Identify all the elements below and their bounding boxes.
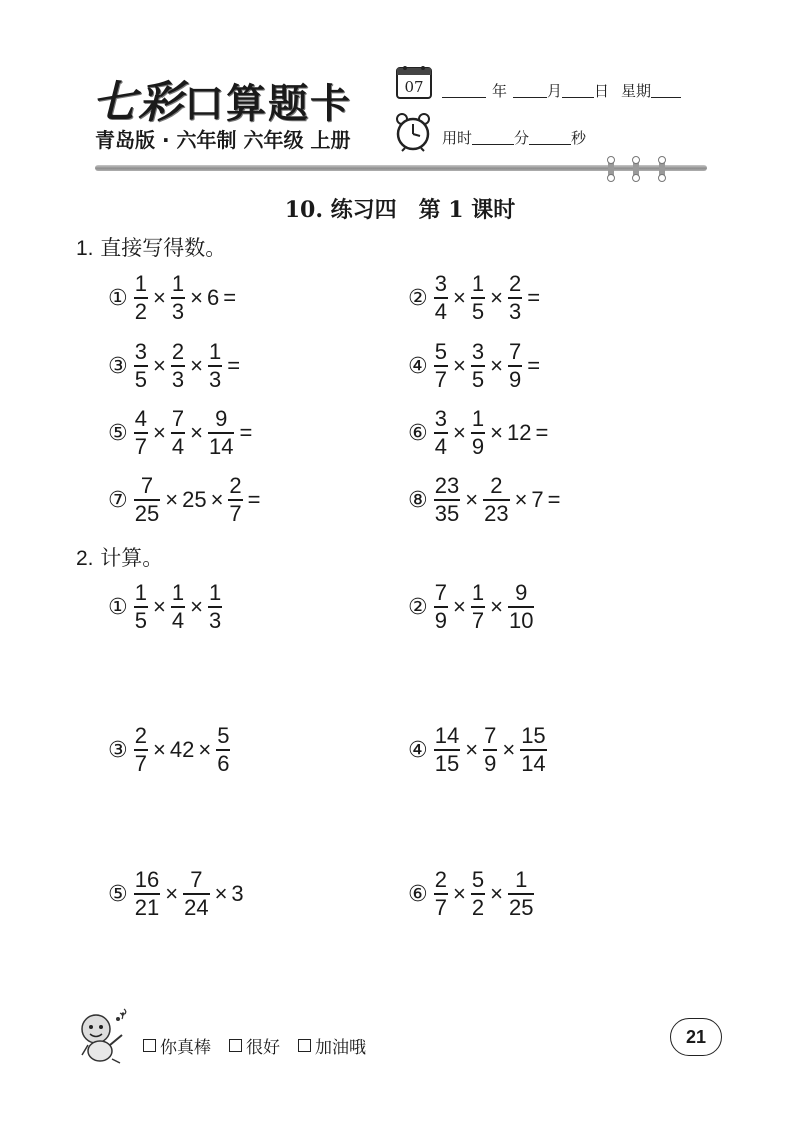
fraction-denominator: 14	[208, 433, 234, 459]
divider-peg	[659, 158, 665, 180]
fraction-denominator: 25	[134, 500, 160, 526]
fraction-numerator: 1	[171, 580, 185, 606]
fraction-denominator: 7	[229, 500, 242, 526]
fraction-numerator: 2	[134, 723, 147, 749]
operator: ×	[190, 420, 203, 445]
operator: ×	[490, 420, 503, 445]
fraction-denominator: 7	[134, 433, 147, 459]
fraction-numerator: 7	[484, 723, 497, 749]
fraction	[208, 341, 222, 391]
self-rating-group	[143, 1033, 366, 1058]
fraction-numerator: 1	[208, 339, 222, 365]
item-marker: ①	[108, 285, 128, 311]
operator: ×	[490, 594, 503, 619]
fraction-numerator: 3	[434, 406, 447, 432]
rating-option-good[interactable]	[229, 1033, 280, 1058]
fraction-denominator: 3	[508, 298, 522, 324]
section1-item-7	[108, 470, 264, 530]
checkbox[interactable]	[143, 1039, 156, 1052]
fraction	[434, 273, 448, 323]
item-marker: ③	[108, 737, 128, 763]
section1-number: 1.	[76, 237, 94, 260]
operator: ×	[190, 594, 203, 619]
minutes-blank[interactable]	[472, 130, 514, 145]
month-label: 月	[547, 82, 563, 100]
integer: 3	[231, 881, 244, 906]
fraction	[508, 582, 534, 632]
operator: ×	[452, 881, 466, 906]
fraction	[508, 869, 534, 919]
item-marker: ⑤	[108, 881, 128, 907]
item-marker: ③	[108, 353, 128, 379]
fraction	[434, 582, 448, 632]
item-marker: ②	[408, 285, 428, 311]
item-marker: ④	[408, 353, 428, 379]
section2-item-6	[408, 864, 536, 924]
operator: =	[247, 487, 261, 512]
clock-icon	[393, 112, 433, 152]
fraction-numerator: 15	[521, 723, 546, 749]
rating-label: 加油哦	[315, 1038, 366, 1058]
header-divider	[95, 165, 707, 171]
fraction-numerator: 5	[217, 723, 230, 749]
fraction	[134, 475, 160, 525]
fraction	[483, 475, 509, 525]
fraction-denominator: 3	[171, 298, 185, 324]
fraction-denominator: 3	[171, 366, 185, 392]
integer: 25	[182, 487, 207, 512]
fraction	[228, 475, 242, 525]
fraction-denominator: 9	[471, 433, 485, 459]
fraction	[434, 341, 448, 391]
fraction-denominator: 9	[508, 366, 522, 392]
fraction-denominator: 4	[171, 607, 185, 633]
operator: ×	[490, 881, 503, 906]
operator: =	[223, 285, 237, 310]
section2-item-1	[108, 577, 224, 637]
fraction	[471, 582, 485, 632]
item-marker: ⑦	[108, 487, 128, 513]
fraction-numerator: 1	[208, 580, 222, 606]
fraction-numerator: 7	[434, 580, 447, 606]
section2-item-5	[108, 864, 245, 924]
section1-item-6	[408, 403, 551, 463]
edition-label: 青岛版 · 六年制 六年级 上册	[95, 128, 351, 152]
divider-peg	[633, 158, 639, 180]
fraction-denominator: 10	[508, 607, 534, 633]
integer: 42	[169, 737, 195, 762]
fraction-denominator: 4	[171, 433, 185, 459]
fraction	[171, 582, 185, 632]
fraction-denominator: 7	[434, 894, 447, 920]
integer: 12	[506, 420, 532, 445]
fraction-numerator: 9	[515, 580, 528, 606]
fraction	[471, 408, 485, 458]
fraction-numerator: 7	[190, 867, 203, 893]
section2-item-3	[108, 720, 232, 780]
fraction-numerator: 9	[215, 406, 228, 432]
operator: =	[527, 353, 541, 378]
fraction-denominator: 21	[134, 894, 160, 920]
fraction	[508, 341, 522, 391]
brand-title-part1: 七彩	[92, 77, 184, 128]
minutes-label: 分	[514, 129, 530, 147]
fraction	[171, 408, 185, 458]
seconds-blank[interactable]	[529, 130, 571, 145]
fraction-numerator: 14	[434, 723, 460, 749]
fraction	[134, 273, 148, 323]
fraction-denominator: 2	[134, 298, 147, 324]
fraction	[134, 341, 148, 391]
fraction	[183, 869, 209, 919]
fraction-numerator: 2	[508, 271, 522, 297]
fraction-numerator: 23	[434, 473, 460, 499]
fraction	[471, 341, 485, 391]
fraction-denominator: 6	[217, 750, 230, 776]
fraction-denominator: 7	[134, 750, 147, 776]
section1-item-8	[408, 470, 564, 530]
section1-item-4	[408, 336, 543, 396]
fraction	[434, 869, 448, 919]
fraction-numerator: 5	[471, 867, 485, 893]
fraction-numerator: 3	[434, 271, 447, 297]
fraction	[134, 869, 160, 919]
fraction-denominator: 9	[484, 750, 497, 776]
rating-option-keep-going[interactable]	[298, 1033, 366, 1058]
fraction-numerator: 16	[134, 867, 160, 893]
operator: ×	[452, 285, 466, 310]
operator: ×	[152, 285, 166, 310]
operator: ×	[152, 737, 166, 762]
operator: ×	[165, 487, 179, 512]
fraction-numerator: 1	[471, 580, 485, 606]
fraction	[520, 725, 546, 775]
fraction-denominator: 5	[471, 298, 485, 324]
operator: =	[535, 420, 549, 445]
fraction-denominator: 35	[434, 500, 460, 526]
fraction-denominator: 5	[134, 366, 147, 392]
fraction	[508, 273, 522, 323]
section2-number: 2.	[76, 547, 94, 570]
rating-label: 很好	[246, 1038, 280, 1058]
operator: =	[227, 353, 241, 378]
fraction	[434, 408, 448, 458]
operator: =	[239, 420, 253, 445]
fraction-denominator: 23	[484, 500, 509, 526]
fraction-numerator: 5	[434, 339, 447, 365]
fraction-denominator: 4	[434, 433, 447, 459]
item-marker: ④	[408, 737, 428, 763]
operator: ×	[190, 353, 203, 378]
operator: ×	[165, 881, 179, 906]
section1-item-3	[108, 336, 243, 396]
calendar-number: 07	[404, 78, 424, 96]
fraction	[208, 582, 222, 632]
checkbox[interactable]	[229, 1039, 242, 1052]
section2-heading	[76, 542, 163, 572]
weekday-label: 星期	[621, 82, 652, 100]
year-label: 年	[492, 82, 508, 100]
fraction-denominator: 9	[434, 607, 447, 633]
fraction-numerator: 2	[229, 473, 242, 499]
operator: ×	[210, 487, 224, 512]
item-marker: ⑧	[408, 487, 428, 513]
fraction	[471, 273, 485, 323]
fraction	[171, 341, 185, 391]
fraction-numerator: 3	[471, 339, 485, 365]
brand-title	[92, 66, 352, 130]
checkbox[interactable]	[298, 1039, 311, 1052]
rating-option-great[interactable]	[143, 1033, 211, 1058]
fraction-denominator: 3	[208, 366, 222, 392]
operator: ×	[452, 420, 466, 445]
lesson-title: 10. 练习四 第 1 课时	[284, 197, 516, 223]
fraction-denominator: 15	[434, 750, 460, 776]
fraction-numerator: 2	[171, 339, 185, 365]
operator: ×	[190, 285, 203, 310]
operator: ×	[152, 420, 166, 445]
fraction	[216, 725, 230, 775]
section2-item-2	[408, 577, 536, 637]
brand-title-part2: 口算题卡	[184, 81, 352, 127]
operator: ×	[452, 594, 466, 619]
section1-item-1	[108, 268, 239, 328]
operator: =	[547, 487, 561, 512]
fraction-denominator: 3	[208, 607, 222, 633]
fraction-numerator: 2	[490, 473, 503, 499]
fraction-denominator: 24	[184, 894, 209, 920]
operator: ×	[152, 594, 166, 619]
fraction-numerator: 7	[508, 339, 522, 365]
seconds-label: 秒	[571, 129, 587, 147]
item-marker: ①	[108, 594, 128, 620]
section1-item-2	[408, 268, 543, 328]
fraction-numerator: 1	[134, 271, 147, 297]
fraction-denominator: 14	[521, 750, 546, 776]
fraction-denominator: 25	[508, 894, 534, 920]
divider-peg	[608, 158, 614, 180]
fraction-numerator: 1	[134, 580, 147, 606]
section1-label: 直接写得数。	[100, 236, 227, 260]
fraction-numerator: 1	[471, 406, 485, 432]
fraction-denominator: 7	[434, 366, 447, 392]
section1-heading	[76, 232, 226, 262]
fraction	[434, 725, 460, 775]
integer: 7	[531, 487, 544, 512]
item-marker: ②	[408, 594, 428, 620]
item-marker: ⑥	[408, 420, 428, 446]
item-marker: ⑥	[408, 881, 428, 907]
mascot-icon	[72, 1005, 134, 1067]
fraction-denominator: 2	[471, 894, 485, 920]
operator: ×	[514, 487, 528, 512]
calendar-icon	[395, 64, 433, 100]
fraction-numerator: 4	[134, 406, 147, 432]
operator: ×	[490, 353, 503, 378]
operator: ×	[198, 737, 212, 762]
page-number: 21	[670, 1018, 722, 1056]
integer: 6	[206, 285, 220, 310]
date-line	[442, 80, 681, 101]
fraction-numerator: 2	[434, 867, 447, 893]
operator: ×	[214, 881, 228, 906]
section1-item-5	[108, 403, 255, 463]
fraction	[434, 475, 460, 525]
rating-label: 你真棒	[160, 1038, 211, 1058]
fraction-numerator: 7	[171, 406, 185, 432]
section2-label: 计算。	[100, 546, 164, 570]
fraction	[134, 725, 148, 775]
fraction	[134, 408, 148, 458]
month-blank[interactable]	[513, 83, 547, 98]
fraction-numerator: 1	[471, 271, 485, 297]
year-blank[interactable]	[442, 83, 486, 98]
fraction	[471, 869, 485, 919]
fraction-denominator: 5	[134, 607, 147, 633]
fraction	[483, 725, 497, 775]
operator: ×	[490, 285, 503, 310]
fraction-denominator: 5	[471, 366, 485, 392]
fraction-denominator: 4	[434, 298, 447, 324]
operator: =	[527, 285, 541, 310]
operator: ×	[465, 487, 479, 512]
weekday-blank[interactable]	[651, 83, 681, 98]
fraction-numerator: 3	[134, 339, 147, 365]
operator: ×	[152, 353, 166, 378]
operator: ×	[502, 737, 516, 762]
item-marker: ⑤	[108, 420, 128, 446]
day-blank[interactable]	[562, 83, 594, 98]
fraction-numerator: 7	[140, 473, 154, 499]
fraction-denominator: 7	[471, 607, 485, 633]
section2-item-4	[408, 720, 549, 780]
fraction	[208, 408, 234, 458]
operator: ×	[465, 737, 479, 762]
time-line	[442, 127, 586, 148]
time-label: 用时	[442, 129, 473, 147]
fraction	[134, 582, 148, 632]
operator: ×	[452, 353, 466, 378]
day-label: 日	[594, 82, 610, 100]
fraction-numerator: 1	[515, 867, 528, 893]
fraction	[171, 273, 185, 323]
fraction-numerator: 1	[171, 271, 185, 297]
